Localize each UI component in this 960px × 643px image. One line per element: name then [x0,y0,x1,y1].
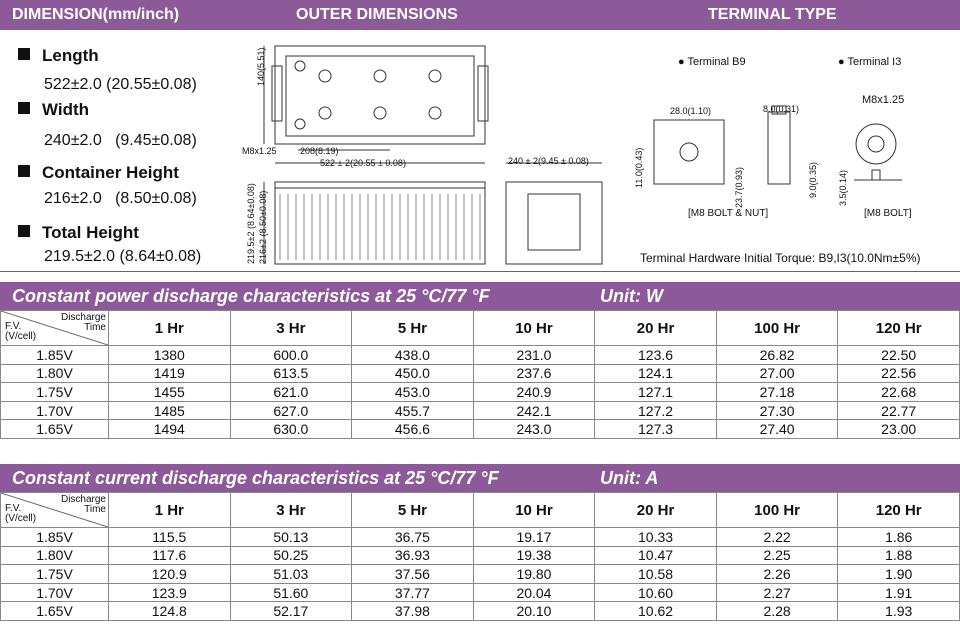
value-cell: 1.90 [838,565,960,584]
torque-note: Terminal Hardware Initial Torque: B9,I3(10.0Nm±5%) [640,251,921,265]
top-offset-label: 208(8.19) [300,146,339,156]
value-cell: 10.47 [595,546,717,565]
value-cell: 51.60 [230,583,352,602]
column-header: 10 Hr [473,311,595,346]
value-cell: 621.0 [230,383,352,402]
table-row [1,602,960,621]
voltage-cell: 1.85V [1,346,109,365]
thread-label: M8x1.25 [242,146,277,156]
voltage-cell: 1.80V [1,364,109,383]
value-cell: 115.5 [109,528,231,547]
side-container-height-label: 216±2 (8.50±0.08) [258,190,268,264]
dimensions-panel [0,30,960,272]
value-cell: 37.98 [352,602,474,621]
column-header: 3 Hr [230,311,352,346]
terminal-b9-label: ● Terminal B9 [678,56,746,68]
value-cell: 27.18 [716,383,838,402]
value-cell: 22.77 [838,401,960,420]
value-cell: 450.0 [352,364,474,383]
value-cell: 36.75 [352,528,474,547]
value-cell: 1.88 [838,546,960,565]
value-cell: 27.00 [716,364,838,383]
table-row [1,383,960,402]
b9-caption: [M8 BOLT & NUT] [688,208,769,219]
value-cell: 438.0 [352,346,474,365]
terminal-type-title: TERMINAL TYPE [708,6,837,23]
dim-total-height-label: Total Height [18,223,139,243]
terminal-i3-label: ● Terminal I3 [838,56,902,68]
value-cell: 453.0 [352,383,474,402]
terminal-b9-side [768,112,790,184]
table-row [1,583,960,602]
value-cell: 613.5 [230,364,352,383]
dim-container-height-value: 216±2.0 (8.50±0.08) [44,190,197,207]
value-cell: 27.30 [716,401,838,420]
column-header: 20 Hr [595,311,717,346]
value-cell: 10.62 [595,602,717,621]
value-cell: 1455 [109,383,231,402]
value-cell: 2.25 [716,546,838,565]
power-section-bar [0,282,960,310]
value-cell: 127.2 [595,401,717,420]
value-cell: 1.86 [838,528,960,547]
value-cell: 627.0 [230,401,352,420]
value-cell: 19.17 [473,528,595,547]
value-cell: 27.40 [716,420,838,439]
voltage-cell: 1.75V [1,383,109,402]
voltage-cell: 1.80V [1,546,109,565]
value-cell: 1.93 [838,602,960,621]
power-section-title: Constant power discharge characteristics at 25 °C/77 °F [12,286,490,306]
value-cell: 19.38 [473,546,595,565]
value-cell: 240.9 [473,383,595,402]
dim-length-label: Length [18,46,99,66]
voltage-cell: 1.65V [1,602,109,621]
i3-thread-label: M8x1.25 [862,94,905,106]
column-header: 120 Hr [838,493,960,528]
value-cell: 2.27 [716,583,838,602]
value-cell: 10.33 [595,528,717,547]
voltage-cell: 1.65V [1,420,109,439]
dimension-title: DIMENSION(mm/inch) [12,6,180,23]
header-band [0,0,960,30]
bullet-square-icon [18,48,30,60]
table-corner-header: Discharge Time F.V. (V/cell) [1,311,109,346]
dim-total-height-value: 219.5±2.0 (8.64±0.08) [44,248,202,265]
value-cell: 243.0 [473,420,595,439]
b9-thickness-label: 8.0(0.31) [763,104,800,114]
side-total-height-label: 219.5±2 (8.64±0.08) [246,183,256,264]
value-cell: 2.22 [716,528,838,547]
table-row [1,528,960,547]
outer-dimensions-title: OUTER DIMENSIONS [296,6,458,23]
value-cell: 51.03 [230,565,352,584]
value-cell: 1.91 [838,583,960,602]
voltage-cell: 1.85V [1,528,109,547]
current-section-unit: Unit: A [600,468,659,488]
dim-length-value: 522±2.0 (20.55±0.08) [44,76,197,93]
column-header: 100 Hr [716,493,838,528]
value-cell: 237.6 [473,364,595,383]
battery-side-view [275,182,485,264]
value-cell: 455.7 [352,401,474,420]
table-corner-header: Discharge Time F.V. (V/cell) [1,493,109,528]
value-cell: 50.13 [230,528,352,547]
bullet-square-icon [18,102,30,114]
value-cell: 50.25 [230,546,352,565]
column-header: 5 Hr [352,311,474,346]
column-header: 20 Hr [595,493,717,528]
value-cell: 242.1 [473,401,595,420]
value-cell: 117.6 [109,546,231,565]
current-section-title: Constant current discharge characteristics at 25 °C/77 °F [12,468,499,488]
top-length-label: 522 ± 2(20.55 ± 0.08) [320,158,406,168]
value-cell: 2.28 [716,602,838,621]
value-cell: 124.1 [595,364,717,383]
table-row [1,420,960,439]
power-table [0,310,960,439]
column-header: 1 Hr [109,311,231,346]
terminal-drawing [640,104,940,214]
battery-top-view [275,46,485,144]
value-cell: 124.8 [109,602,231,621]
dim-width-value: 240±2.0 (9.45±0.08) [44,132,197,149]
value-cell: 37.77 [352,583,474,602]
dim-container-height-label: Container Height [18,163,179,183]
end-width-label: 240 ± 2(9.45 ± 0.08) [508,156,589,166]
value-cell: 1380 [109,346,231,365]
b9-height3-label: 9.0(0.35) [808,161,818,198]
top-height-label: 140(5.51) [256,47,266,86]
value-cell: 123.6 [595,346,717,365]
value-cell: 127.1 [595,383,717,402]
b9-height2-label: 23.7(0.93) [734,166,744,208]
value-cell: 120.9 [109,565,231,584]
value-cell: 22.50 [838,346,960,365]
value-cell: 22.56 [838,364,960,383]
column-header: 100 Hr [716,311,838,346]
bullet-square-icon [18,165,30,177]
value-cell: 52.17 [230,602,352,621]
bullet-square-icon [18,225,30,237]
b9-height-label: 11.0(0.43) [634,147,644,188]
value-cell: 231.0 [473,346,595,365]
current-table [0,492,960,621]
value-cell: 123.9 [109,583,231,602]
value-cell: 20.10 [473,602,595,621]
voltage-cell: 1.70V [1,401,109,420]
table-row [1,546,960,565]
table-row [1,401,960,420]
value-cell: 600.0 [230,346,352,365]
value-cell: 36.93 [352,546,474,565]
b9-width-label: 28.0(1.10) [670,106,712,116]
value-cell: 20.04 [473,583,595,602]
value-cell: 127.3 [595,420,717,439]
value-cell: 1419 [109,364,231,383]
i3-height-label: 3.5(0.14) [838,169,848,206]
power-section-unit: Unit: W [600,286,663,306]
table-row [1,346,960,365]
current-section-bar [0,464,960,492]
terminal-i3-top [856,124,896,164]
value-cell: 1485 [109,401,231,420]
value-cell: 10.60 [595,583,717,602]
value-cell: 22.68 [838,383,960,402]
column-header: 120 Hr [838,311,960,346]
dim-width-label: Width [18,100,89,120]
value-cell: 10.58 [595,565,717,584]
table-row [1,364,960,383]
value-cell: 1494 [109,420,231,439]
column-header: 10 Hr [473,493,595,528]
value-cell: 2.26 [716,565,838,584]
value-cell: 630.0 [230,420,352,439]
voltage-cell: 1.70V [1,583,109,602]
value-cell: 23.00 [838,420,960,439]
table-row [1,565,960,584]
column-header: 5 Hr [352,493,474,528]
value-cell: 37.56 [352,565,474,584]
i3-caption: [M8 BOLT] [864,208,912,219]
column-header: 3 Hr [230,493,352,528]
value-cell: 456.6 [352,420,474,439]
column-header: 1 Hr [109,493,231,528]
value-cell: 19.80 [473,565,595,584]
terminal-b9-front [654,120,724,184]
outer-dimensions-drawing [240,38,620,270]
voltage-cell: 1.75V [1,565,109,584]
value-cell: 26.82 [716,346,838,365]
